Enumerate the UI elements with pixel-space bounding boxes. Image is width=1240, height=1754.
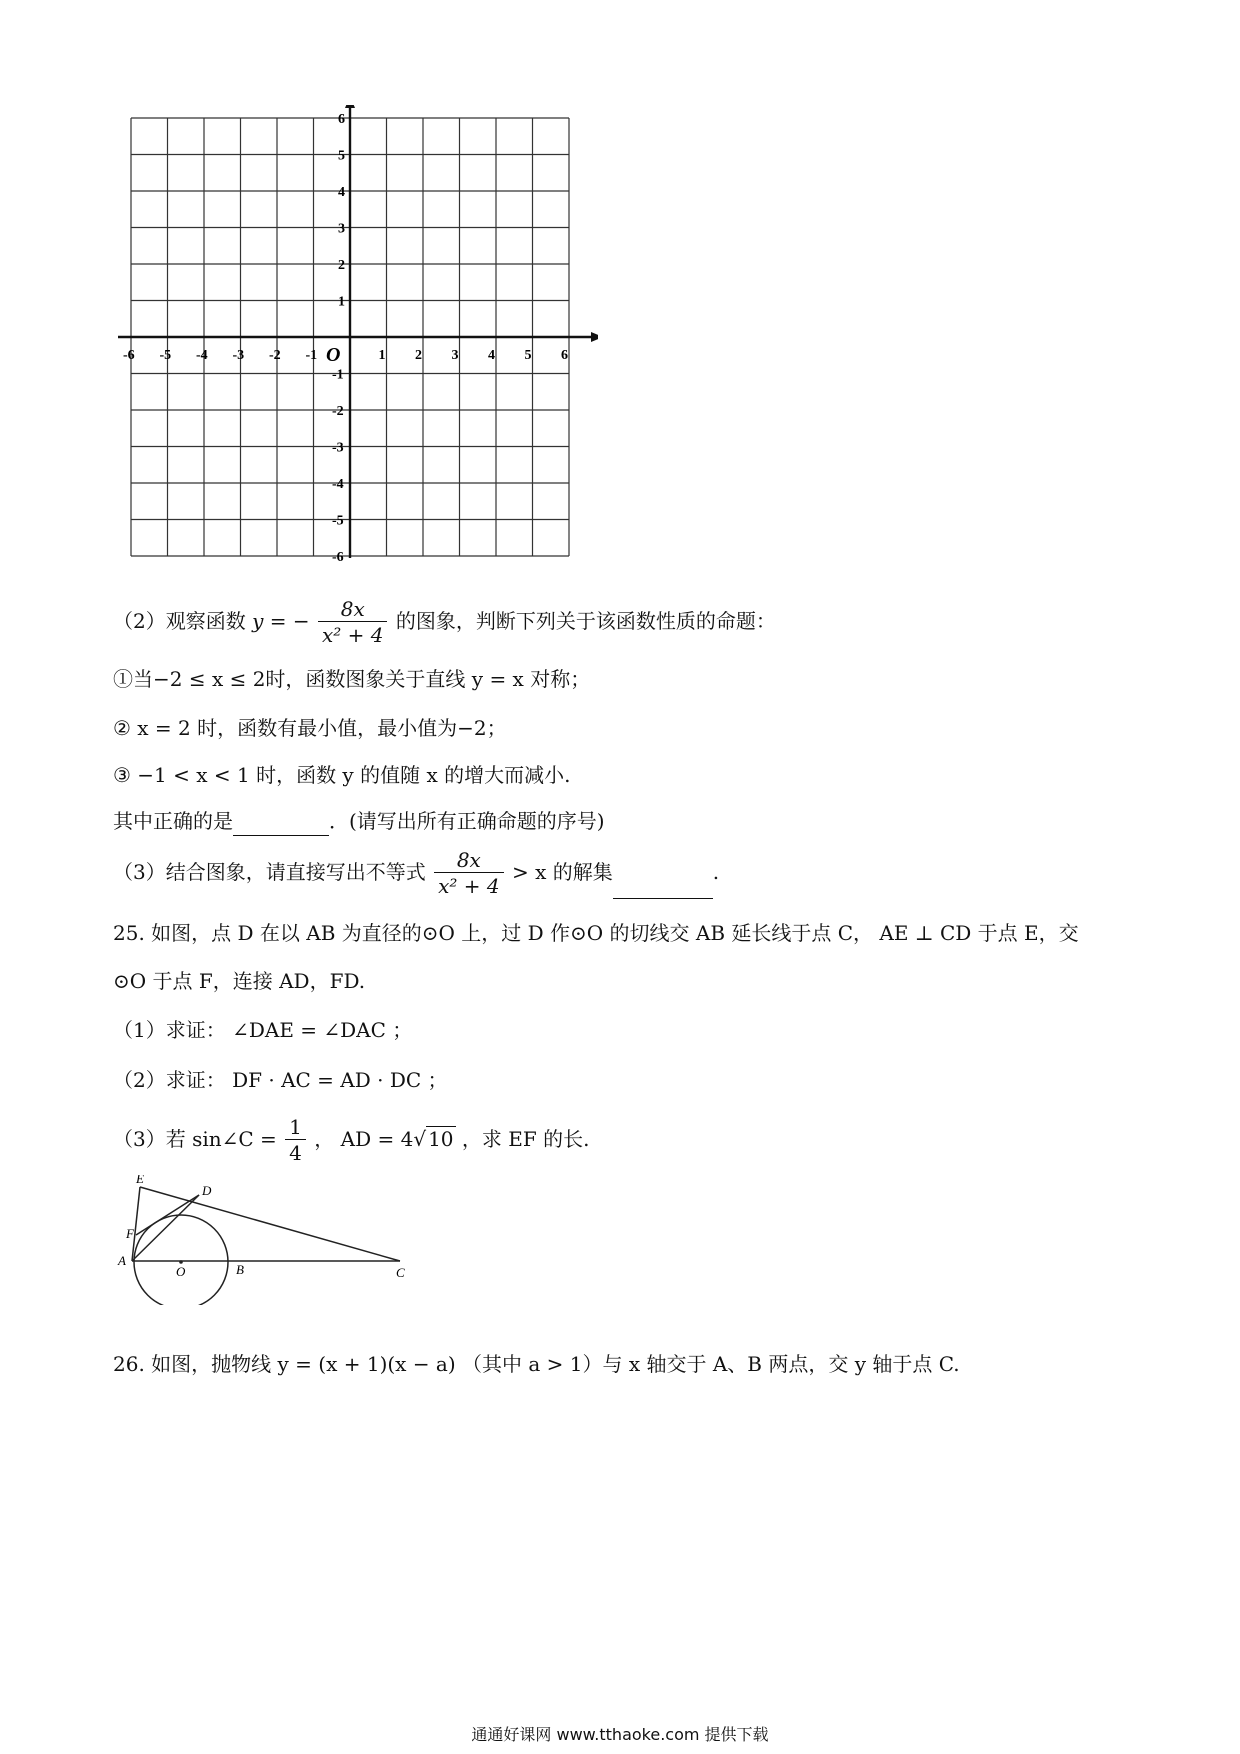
fraction: $\frac{1}{4}$ bbox=[285, 1115, 306, 1166]
x-tick-label: -5 bbox=[159, 348, 172, 363]
label-F: F bbox=[126, 1226, 134, 1241]
geometry-figure bbox=[110, 1175, 420, 1309]
label-A: A bbox=[118, 1253, 126, 1268]
origin-label: O bbox=[326, 344, 341, 366]
y-tick-label: 1 bbox=[338, 294, 345, 310]
q24-part2: （2）观察函数 y = − $\frac{8x}{\text{x² + 4}}$ 的图象，判断下列关于该函数性质的命题： bbox=[113, 597, 776, 647]
y-tick-label: -2 bbox=[332, 404, 344, 419]
y-tick-label: 6 bbox=[338, 112, 345, 127]
label-D: D bbox=[202, 1183, 212, 1198]
x-axis-arrow bbox=[591, 332, 598, 342]
grid-svg bbox=[118, 105, 598, 575]
q25-line1: 25. 如图，点 D 在以 AB 为直径的⊙O 上，过 D 作⊙O 的切线交 AB 延长线于点 C， AE ⊥ CD 于点 E，交 bbox=[113, 921, 1079, 945]
x-tick-label: -6 bbox=[123, 348, 135, 363]
y-tick-label: -3 bbox=[332, 440, 344, 456]
q26: 26. 如图，抛物线 y = (x + 1)(x − a) （其中 a > 1）与 x 轴交于 A、B 两点，交 y 轴于点 C. bbox=[113, 1352, 960, 1376]
x-tick-label: 5 bbox=[524, 348, 532, 363]
x-tick-label: 4 bbox=[488, 348, 495, 363]
q25-part2: （2）求证： DF · AC = AD · DC ； bbox=[113, 1068, 448, 1092]
proposition-1: ①当−2 ≤ x ≤ 2时，函数图象关于直线 y = x 对称； bbox=[113, 667, 591, 691]
fraction: $\frac{8x}{\text{x² + 4}}$ bbox=[318, 597, 388, 648]
q24-answer-line: 其中正确的是 ．(请写出所有正确命题的序号) bbox=[113, 806, 605, 836]
x-tick-label: 2 bbox=[415, 348, 422, 363]
x-tick-label: 1 bbox=[378, 348, 386, 363]
proposition-2: ② x = 2 时，函数有最小值，最小值为−2； bbox=[113, 716, 507, 740]
label-B: B bbox=[236, 1262, 244, 1277]
label-E: E bbox=[136, 1175, 144, 1186]
answer-blank[interactable] bbox=[233, 815, 329, 836]
q24-part3: （3）结合图象，请直接写出不等式 $\frac{8x}{\text{x² + 4}}$ > x 的解集 . bbox=[113, 848, 720, 898]
q25-line2: ⊙O 于点 F，连接 AD，FD. bbox=[113, 969, 366, 993]
fraction: $\frac{8x}{\text{x² + 4}}$ bbox=[434, 848, 504, 899]
page-footer: 通通好课网 www.tthaoke.com 提供下载 bbox=[471, 1725, 769, 1744]
x-tick-label: -3 bbox=[232, 348, 245, 363]
x-tick-label: 3 bbox=[451, 348, 459, 363]
x-tick-label: -2 bbox=[269, 348, 281, 363]
y-tick-label: -6 bbox=[332, 550, 344, 565]
y-tick-label: -4 bbox=[332, 477, 344, 492]
label-O: O bbox=[176, 1264, 186, 1279]
label-C: C bbox=[396, 1265, 405, 1280]
answer-blank[interactable] bbox=[613, 878, 713, 899]
q25-part3: （3）若 sin∠C = $\frac{1}{4}$ ， AD = 4√ 10 ，求 EF 的长. bbox=[113, 1115, 590, 1165]
x-tick-label: -1 bbox=[305, 348, 318, 363]
proposition-3: ③ −1 < x < 1 时，函数 y 的值随 x 的增大而减小. bbox=[113, 763, 571, 787]
y-tick-label: 5 bbox=[338, 148, 345, 164]
x-tick-label: -4 bbox=[196, 348, 208, 363]
q25-part1: （1）求证： ∠DAE = ∠DAC ； bbox=[113, 1018, 413, 1042]
x-tick-label: 6 bbox=[561, 348, 568, 363]
y-tick-label: 3 bbox=[338, 221, 345, 237]
y-tick-label: 4 bbox=[338, 185, 345, 200]
y-tick-label: -5 bbox=[332, 513, 344, 529]
coordinate-grid bbox=[118, 105, 598, 579]
y-tick-label: 2 bbox=[338, 258, 345, 273]
y-axis-arrow bbox=[345, 105, 355, 108]
y-tick-label: -1 bbox=[332, 367, 344, 383]
